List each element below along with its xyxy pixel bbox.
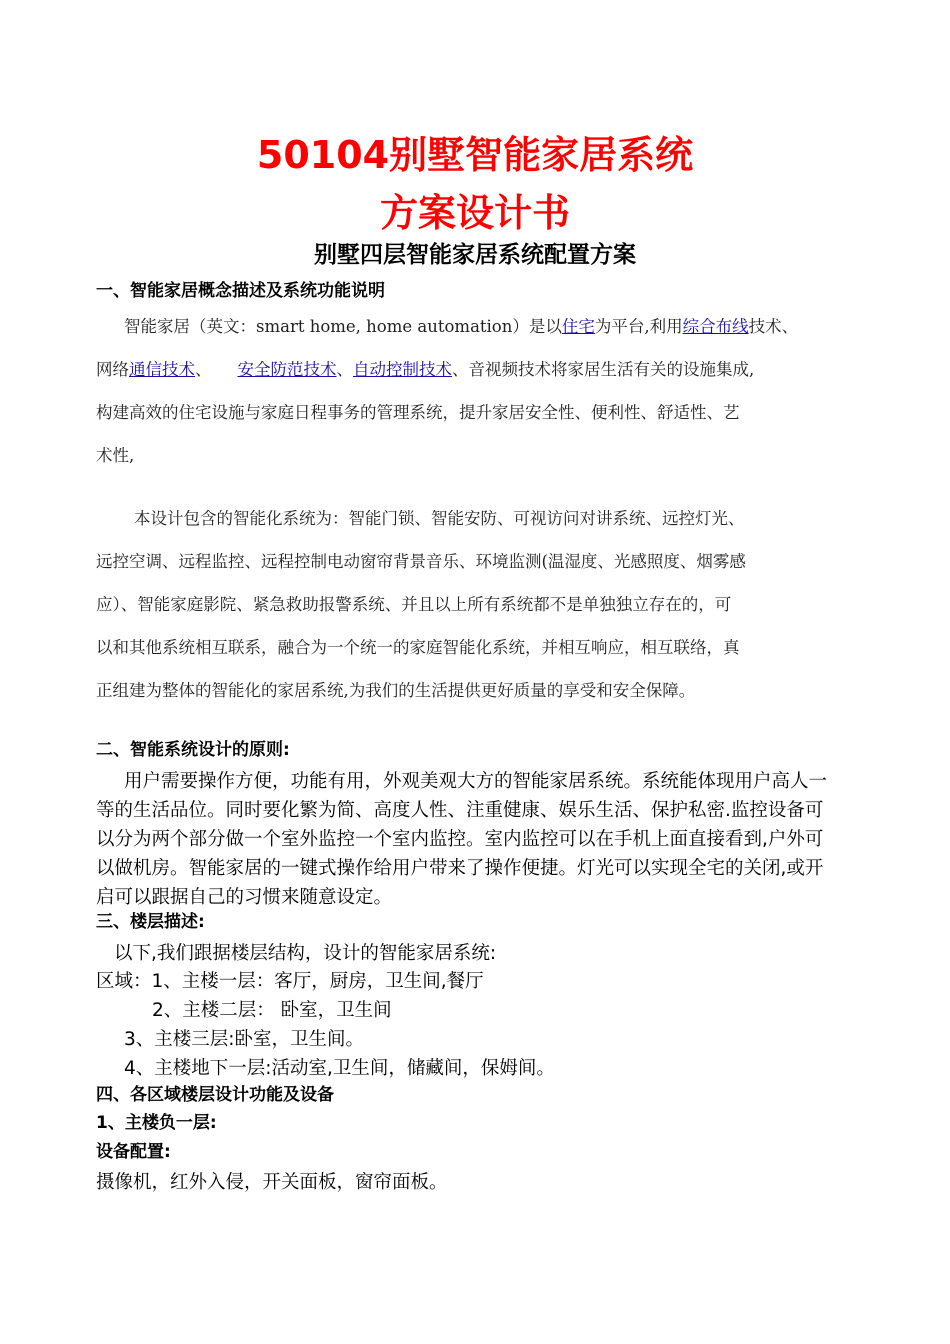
text-run: 为平台,利用 [594,317,683,336]
section1-p2-line2: 远控空调、远程监控、远程控制电动窗帘背景音乐、环境监测(温湿度、光感照度、烟雾感 [96,552,746,571]
text-run: 技术、 [748,317,799,336]
document-subtitle: 方案设计书 [379,191,570,235]
section1-p2-line5: 正组建为整体的智能化的家居系统,为我们的生活提供更好质量的享受和安全保障。 [96,681,696,700]
document-title: 50104别墅智能家居系统 [256,133,694,177]
section4-heading: 四、各区域楼层设计功能及设备 [96,1085,334,1105]
text-run: 、 [336,360,353,379]
section1-p1-line1 [124,313,798,337]
area-item: 3、主楼三层:卧室，卫生间。 [124,1029,365,1050]
text-run: 、 [195,360,212,379]
section4-sub1: 1、主楼负一层: [96,1113,217,1133]
section1-p2-line3: 应）、智能家庭影院、紧急救助报警系统、并且以上所有系统都不是单独独立存在的，可 [96,595,732,614]
equipment-label: 设备配置: [96,1142,171,1162]
config-title: 别墅四层智能家居系统配置方案 [314,242,636,268]
section2-line: 启可以跟据自己的习惯来随意设定。 [96,887,393,908]
section2-line: 以做机房。智能家居的一键式操作给用户带来了操作便捷。灯光可以实现全宅的关闭,或开 [96,858,824,879]
link-security-tech[interactable]: 安全防范技术 [237,360,337,379]
link-residence[interactable]: 住宅 [561,317,595,336]
section1-heading: 一、智能家居概念描述及系统功能说明 [96,281,385,301]
section2-heading: 二、智能系统设计的原则: [96,740,290,760]
section3-heading: 三、楼层描述: [96,912,205,932]
area-item: 4、主楼地下一层:活动室,卫生间，储藏间，保姆间。 [124,1058,555,1079]
section2-line: 以分为两个部分做一个室外监控一个室内监控。室内监控可以在手机上面直接看到,户外可 [96,829,824,850]
section2-line: 等的生活品位。同时要化繁为简、高度人性、注重健康、娱乐生活、保护私密.监控设备可 [96,800,824,821]
text-run: 网络 [96,360,129,379]
text-run: 、音视频技术将家居生活有关的设施集成, [452,360,755,379]
link-automation-tech[interactable]: 自动控制技术 [353,360,452,379]
section2-line: 用户需要操作方便，功能有用，外观美观大方的智能家居系统。系统能体现用户高人一 [124,771,828,792]
link-structured-cabling[interactable]: 综合布线 [682,317,749,336]
section1-p2-line1: 本设计包含的智能化系统为：智能门锁、智能安防、可视访问对讲系统、远控灯光、 [134,509,745,528]
section1-p2-line4: 以和其他系统相互联系，融合为一个统一的家庭智能化系统，并相互响应，相互联络，真 [96,638,740,657]
section1-p1-line2 [96,356,754,380]
section1-p1-line4: 术性, [96,446,135,465]
section1-p1-line3: 构建高效的住宅设施与家庭日程事务的管理系统，提升家居安全性、便利性、舒适性、艺 [96,403,740,422]
equipment-list: 摄像机，红外入侵，开关面板，窗帘面板。 [96,1172,448,1193]
section3-intro: 以下,我们跟据楼层结构，设计的智能家居系统: [114,943,497,964]
area-item: 2、主楼二层： 卧室，卫生间 [152,1000,392,1021]
link-communication-tech[interactable]: 通信技术 [129,360,195,379]
text-run: 智能家居（英文：smart home, home automation）是以 [124,317,562,336]
area-item: 区域：1、主楼一层：客厅，厨房，卫生间,餐厅 [96,971,484,992]
